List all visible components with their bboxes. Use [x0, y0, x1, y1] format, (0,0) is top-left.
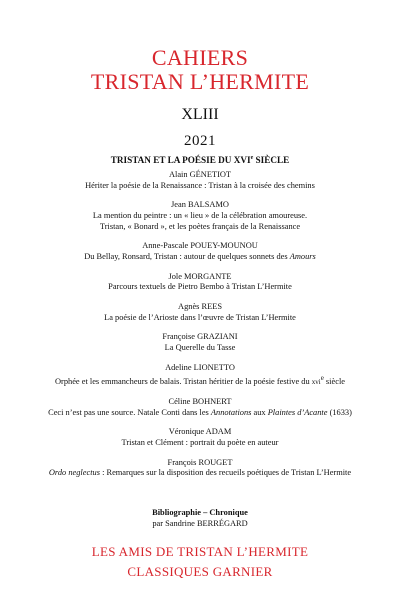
entry-title-century: xvi	[311, 378, 321, 387]
toc-entry	[0, 397, 400, 418]
entry-author: Agnès REES	[178, 302, 222, 312]
entry-title-end: : Remarques sur la disposition des recueils poétiques de Tristan L’Hermite	[99, 468, 352, 478]
bibliography-section	[0, 508, 400, 529]
toc-entry	[0, 272, 400, 293]
entry-title-italic: Ordo neglectus	[48, 468, 100, 478]
bibliography-title: Bibliographie – Chronique	[152, 508, 248, 517]
entry-title-mid: aux	[251, 407, 268, 417]
volume-number: XLIII	[181, 106, 219, 123]
issue-theme-sup: e	[250, 155, 254, 161]
entry-title	[0, 373, 400, 387]
entry-author: Jean BALSAMO	[171, 200, 229, 210]
entry-author: Anne-Pascale POUEY-MOUNOU	[142, 241, 258, 251]
entry-title: Parcours textuels de Pietro Bembo à Tristan L’Hermite	[108, 282, 292, 292]
entry-title: La mention du peintre : un « lieu » de la célébration amoureuse.	[92, 210, 308, 220]
entry-title-italic: Annotations	[210, 407, 252, 417]
publisher-society: LES AMIS DE TRISTAN L’HERMITE	[91, 544, 309, 559]
entry-title: Tristan et Clément : portrait du poète en auteur	[121, 437, 279, 447]
entry-title-line2: Tristan, « Bonard », et les poètes français de la Renaissance	[99, 221, 301, 231]
entry-title-sup: e	[320, 374, 324, 383]
toc-entry	[0, 458, 400, 479]
entry-title: La Querelle du Tasse	[164, 343, 236, 353]
entry-author: Jole MORGANTE	[168, 271, 232, 281]
toc-entry	[0, 363, 400, 388]
entry-title	[0, 408, 400, 419]
toc-entry	[0, 170, 400, 191]
toc-entry	[0, 302, 400, 323]
issue-theme-end: SIÈCLE	[253, 155, 290, 166]
toc-entry	[0, 241, 400, 262]
toc-entry	[0, 427, 400, 448]
toc-entry	[0, 200, 400, 232]
entry-title-italic: Amours	[289, 251, 316, 261]
entry-title-text: Ceci n’est pas une source. Natale Conti dans les	[48, 407, 211, 417]
issue-theme-main: TRISTAN ET LA POÉSIE DU XVI	[110, 155, 251, 166]
publication-year: 2021	[184, 133, 216, 149]
publisher-name: CLASSIQUES GARNIER	[127, 564, 273, 579]
entry-title	[0, 252, 400, 263]
entry-title	[0, 468, 400, 479]
journal-title-line2: TRISTAN L’HERMITE	[90, 69, 310, 94]
journal-title-line1: CAHIERS	[151, 45, 249, 70]
entry-title-end: siècle	[323, 377, 345, 387]
entry-title: Hériter la poésie de la Renaissance : Tristan à la croisée des chemins	[85, 180, 315, 190]
entry-title: La poésie de l’Arioste dans l’œuvre de Tristan L’Hermite	[104, 312, 296, 322]
issue-theme	[0, 152, 400, 166]
entry-author: Alain GÉNETIOT	[168, 170, 232, 179]
entry-title-italic-2: Plaintes d’Acante	[267, 407, 328, 417]
table-of-contents	[0, 170, 400, 488]
entry-author: Céline BOHNERT	[168, 397, 232, 407]
bibliography-author: par Sandrine BERRÉGARD	[152, 518, 248, 528]
entry-author: François ROUGET	[167, 457, 233, 467]
entry-author: Françoise GRAZIANI	[162, 332, 238, 342]
entry-author: Véronique ADAM	[168, 427, 232, 437]
entry-title-text: Orphée et les emmancheurs de balais. Tristan héritier de la poésie festive du	[55, 377, 312, 387]
entry-title-text: Du Bellay, Ronsard, Tristan : autour de quelques sonnets des	[84, 251, 290, 261]
entry-title-end: (1633)	[327, 407, 352, 417]
entry-author: Adeline LIONETTO	[165, 362, 235, 372]
toc-entry	[0, 332, 400, 353]
